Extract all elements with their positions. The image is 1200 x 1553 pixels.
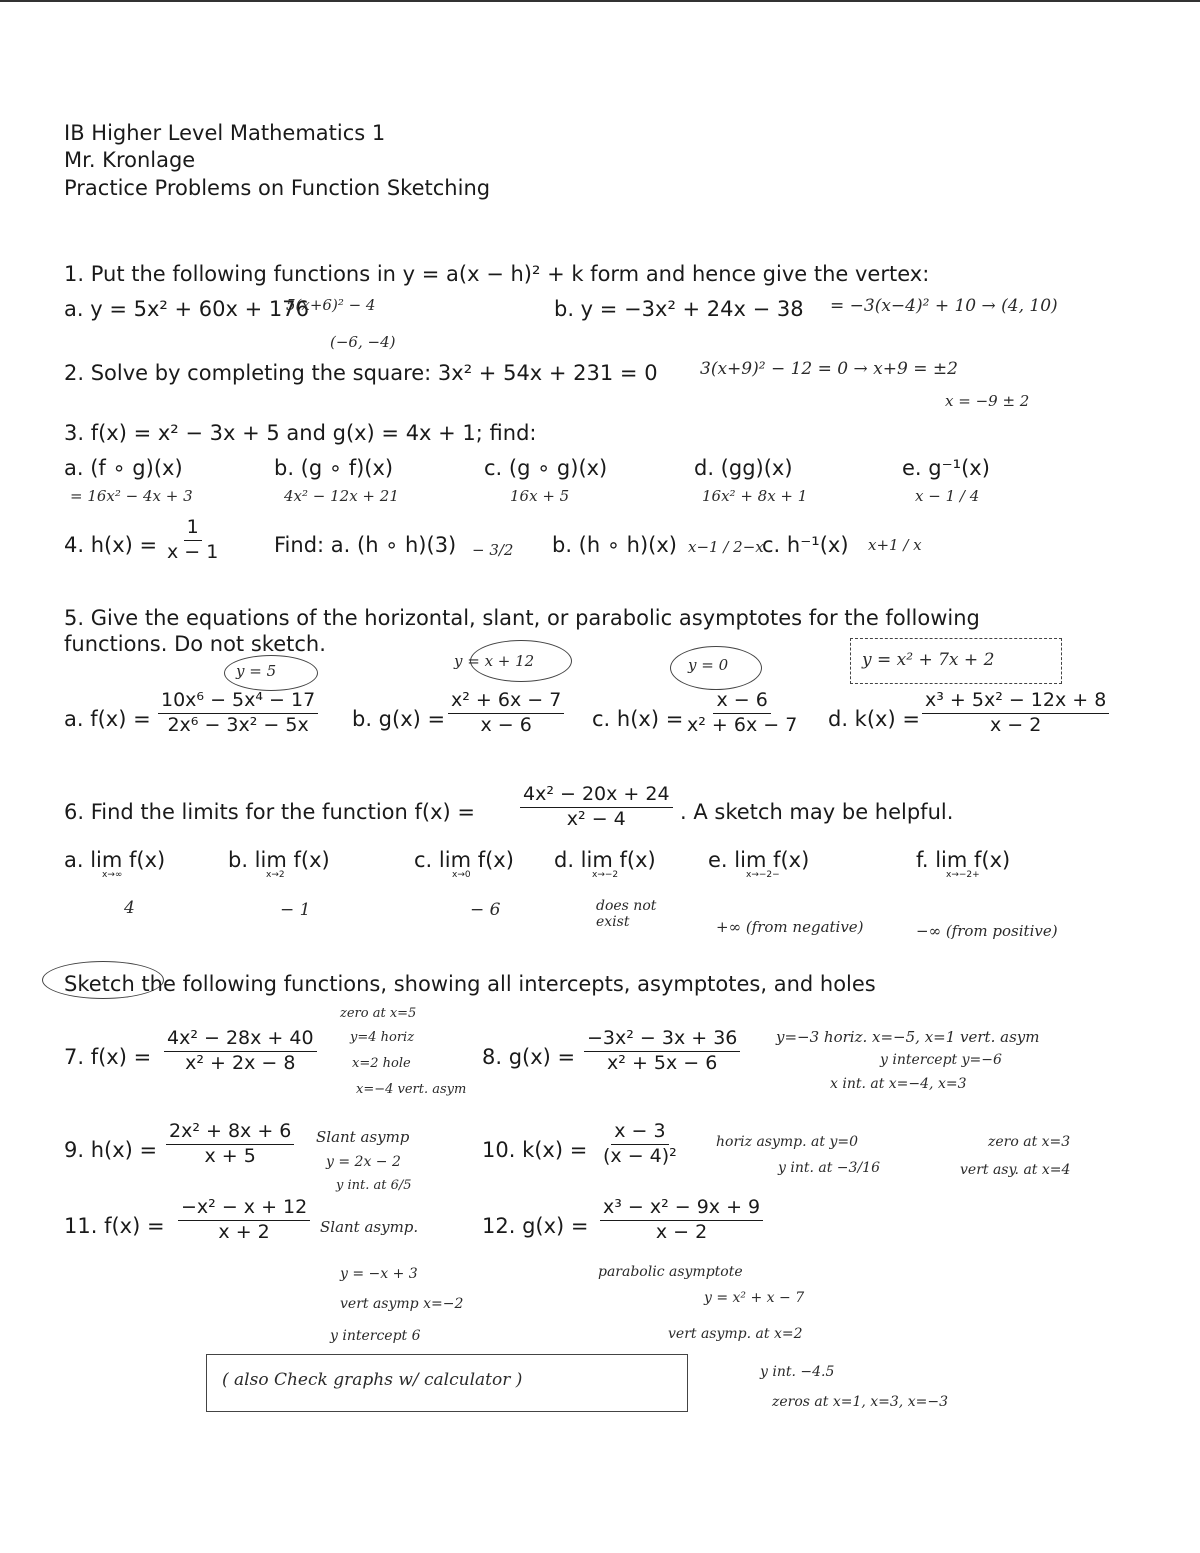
- q12-note-3: vert asymp. at x=2: [668, 1326, 803, 1342]
- q9-note-1: Slant asymp: [316, 1128, 410, 1146]
- q11-note-4: y intercept 6: [330, 1328, 421, 1344]
- q3-part-d: d. (gg)(x): [694, 456, 793, 480]
- q11-note-1: Slant asymp.: [320, 1218, 419, 1236]
- q6-limit-c-sub: x→0: [452, 870, 471, 880]
- q6-f-answer: −∞ (from positive): [916, 922, 1058, 940]
- q5-d-fraction: [922, 691, 1109, 736]
- q7-denominator: x² + 2x − 8: [185, 1051, 296, 1074]
- q2-answer-2: x = −9 ± 2: [945, 392, 1030, 410]
- q5-c-fraction: [684, 691, 800, 736]
- q6-limit-e-label: e. lim f(x): [708, 848, 810, 872]
- q6-limit-d: [554, 848, 656, 880]
- q6-limit-e: [708, 848, 809, 880]
- q4-c-answer: x+1 / x: [868, 536, 922, 554]
- q6-limit-b-sub: x→2: [266, 870, 285, 880]
- q4-denominator: x − 1: [167, 540, 219, 563]
- q6-b-answer: − 1: [280, 900, 311, 920]
- q3-e-answer: x − 1 / 4: [915, 487, 980, 505]
- q5-a-label: a. f(x) =: [64, 707, 151, 731]
- q1-a-vertex: (−6, −4): [330, 333, 396, 351]
- q4-label: 4. h(x) =: [64, 533, 158, 557]
- teacher-name: Mr. Kronlage: [64, 148, 196, 172]
- q10-note-1: horiz asymp. at y=0: [716, 1134, 858, 1150]
- q10-label: 10. k(x) =: [482, 1138, 588, 1162]
- q6-tail: . A sketch may be helpful.: [680, 800, 954, 824]
- q6-numerator: 4x² − 20x + 24: [520, 785, 673, 808]
- q6-fraction: [520, 785, 673, 830]
- q11-denominator: x + 2: [218, 1220, 270, 1243]
- q5-c-label: c. h(x) =: [592, 707, 684, 731]
- q8-denominator: x² + 5x − 6: [607, 1051, 718, 1074]
- q6-limit-f-label: f. lim f(x): [916, 848, 1011, 872]
- q1-b-answer: = −3(x−4)² + 10 → (4, 10): [830, 296, 1058, 316]
- q6-limit-d-label: d. lim f(x): [554, 848, 656, 872]
- q3-part-a: a. (f ∘ g)(x): [64, 456, 183, 480]
- q1-prompt: 1. Put the following functions in y = a(x − h)² + k form and hence give the vertex:: [64, 262, 930, 286]
- q2-answer: 3(x+9)² − 12 = 0 → x+9 = ±2: [700, 359, 958, 379]
- q8-label: 8. g(x) =: [482, 1045, 576, 1069]
- q5-b-label: b. g(x) =: [352, 707, 446, 731]
- q3-c-answer: 16x + 5: [510, 487, 570, 505]
- q6-limit-b: [228, 848, 330, 880]
- q5-prompt-line1: 5. Give the equations of the horizontal, slant, or parabolic asymptotes for the following: [64, 606, 980, 630]
- page-title: Practice Problems on Function Sketching: [64, 176, 491, 200]
- q5-d-denominator: x − 2: [989, 713, 1042, 736]
- q8-note-3: x int. at x=−4, x=3: [830, 1076, 967, 1092]
- q5-a-numerator: 10x⁶ − 5x⁴ − 17: [158, 691, 318, 714]
- q6-limit-d-sub: x→−2: [592, 870, 619, 880]
- q4-part-b: b. (h ∘ h)(x): [552, 533, 677, 557]
- q4-find-a: Find: a. (h ∘ h)(3): [274, 533, 457, 557]
- q5-b-answer: y = x + 12: [454, 652, 535, 670]
- q5-a-fraction: [158, 691, 318, 736]
- q12-numerator: x³ − x² − 9x + 9: [600, 1198, 763, 1221]
- q3-prompt: 3. f(x) = x² − 3x + 5 and g(x) = 4x + 1; find:: [64, 421, 537, 445]
- q3-part-e: e. g⁻¹(x): [902, 456, 990, 480]
- q10-denominator: (x − 4)²: [603, 1144, 677, 1167]
- q7-note-3: x=2 hole: [352, 1056, 411, 1071]
- q7-fraction: [164, 1029, 317, 1074]
- q5-a-answer: y = 5: [236, 662, 277, 680]
- q12-denominator: x − 2: [655, 1220, 708, 1243]
- q6-limit-c: [414, 848, 514, 880]
- q5-b-numerator: x² + 6x − 7: [448, 691, 564, 714]
- q12-note-4: y int. −4.5: [760, 1364, 835, 1380]
- q2-prompt: 2. Solve by completing the square: 3x² + 54x + 231 = 0: [64, 361, 658, 385]
- q4-a-answer: − 3/2: [472, 541, 514, 559]
- q11-fraction: [178, 1198, 310, 1243]
- q9-numerator: 2x² + 8x + 6: [166, 1122, 294, 1145]
- q1-a-answer: 5(x+6)² − 4: [286, 296, 376, 314]
- q9-label: 9. h(x) =: [64, 1138, 158, 1162]
- q5-c-numerator: x − 6: [713, 691, 770, 714]
- q11-numerator: −x² − x + 12: [178, 1198, 310, 1221]
- q5-d-numerator: x³ + 5x² − 12x + 8: [922, 691, 1109, 714]
- q6-limit-a: [64, 848, 165, 880]
- q7-numerator: 4x² − 28x + 40: [164, 1029, 317, 1052]
- course-title: IB Higher Level Mathematics 1: [64, 121, 386, 145]
- q8-note-2: y intercept y=−6: [880, 1052, 1002, 1068]
- q6-c-answer: − 6: [470, 900, 501, 920]
- q6-d-answer: does not exist: [596, 898, 657, 930]
- q6-limit-a-sub: x→∞: [102, 870, 123, 880]
- q6-limit-b-label: b. lim f(x): [228, 848, 330, 872]
- q5-c-answer: y = 0: [688, 656, 729, 674]
- q9-note-2: y = 2x − 2: [326, 1154, 401, 1170]
- q10-note-2: y int. at −3/16: [778, 1160, 880, 1176]
- q3-d-answer: 16x² + 8x + 1: [702, 487, 808, 505]
- q6-prompt: 6. Find the limits for the function f(x) =: [64, 800, 475, 824]
- q7-note-2: y=4 horiz: [350, 1030, 415, 1045]
- q10-note-4: vert asy. at x=4: [960, 1162, 1071, 1178]
- q5-b-denominator: x − 6: [480, 713, 532, 736]
- q6-limit-f: [916, 848, 1010, 880]
- q7-note-4: x=−4 vert. asym: [356, 1082, 467, 1097]
- q9-fraction: [166, 1122, 294, 1167]
- q3-part-c: c. (g ∘ g)(x): [484, 456, 608, 480]
- q10-fraction: [600, 1122, 680, 1167]
- q9-note-3: y int. at 6/5: [336, 1178, 412, 1193]
- scan-top-edge: [0, 0, 1200, 2]
- q4-fraction: [164, 518, 221, 563]
- q9-denominator: x + 5: [204, 1144, 256, 1167]
- q10-numerator: x − 3: [611, 1122, 668, 1145]
- q5-a-denominator: 2x⁶ − 3x² − 5x: [167, 713, 309, 736]
- q5-c-denominator: x² + 6x − 7: [687, 713, 798, 736]
- q3-b-answer: 4x² − 12x + 21: [284, 487, 399, 505]
- q8-fraction: [584, 1029, 740, 1074]
- q5-b-fraction: [448, 691, 564, 736]
- q12-label: 12. g(x) =: [482, 1214, 589, 1238]
- q5-prompt-line2: functions. Do not sketch.: [64, 632, 326, 656]
- q11-label: 11. f(x) =: [64, 1214, 165, 1238]
- q6-denominator: x² − 4: [566, 807, 626, 830]
- q12-note-2: y = x² + x − 7: [704, 1290, 805, 1306]
- sketch-prompt: Sketch the following functions, showing all intercepts, asymptotes, and holes: [64, 972, 876, 996]
- q3-a-answer: = 16x² − 4x + 3: [70, 487, 193, 505]
- q7-note-1: zero at x=5: [340, 1006, 417, 1021]
- q7-label: 7. f(x) =: [64, 1045, 152, 1069]
- q12-note-5: zeros at x=1, x=3, x=−3: [772, 1394, 948, 1410]
- q6-limit-f-sub: x→−2+: [946, 870, 980, 880]
- q4-part-c: c. h⁻¹(x): [762, 533, 849, 557]
- q1-part-a: a. y = 5x² + 60x + 176: [64, 297, 309, 321]
- q6-limit-c-label: c. lim f(x): [414, 848, 514, 872]
- q1-part-b: b. y = −3x² + 24x − 38: [554, 297, 804, 321]
- q6-limit-a-label: a. lim f(x): [64, 848, 166, 872]
- q11-note-3: vert asymp x=−2: [340, 1296, 464, 1312]
- calculator-note: ( also Check graphs w/ calculator ): [222, 1370, 523, 1390]
- q10-note-3: zero at x=3: [988, 1134, 1071, 1150]
- q6-a-answer: 4: [124, 898, 135, 918]
- q12-fraction: [600, 1198, 763, 1243]
- q8-note-1: y=−3 horiz. x=−5, x=1 vert. asym: [776, 1028, 1040, 1046]
- q5-d-label: d. k(x) =: [828, 707, 920, 731]
- q6-limit-e-sub: x→−2−: [746, 870, 780, 880]
- q4-numerator: 1: [184, 518, 202, 541]
- q4-b-answer: x−1 / 2−x: [688, 538, 764, 556]
- q12-note-1: parabolic asymptote: [598, 1264, 743, 1280]
- q11-note-2: y = −x + 3: [340, 1266, 418, 1282]
- q6-e-answer: +∞ (from negative): [716, 918, 864, 936]
- q5-d-answer: y = x² + 7x + 2: [862, 650, 995, 670]
- q8-numerator: −3x² − 3x + 36: [584, 1029, 740, 1052]
- q3-part-b: b. (g ∘ f)(x): [274, 456, 394, 480]
